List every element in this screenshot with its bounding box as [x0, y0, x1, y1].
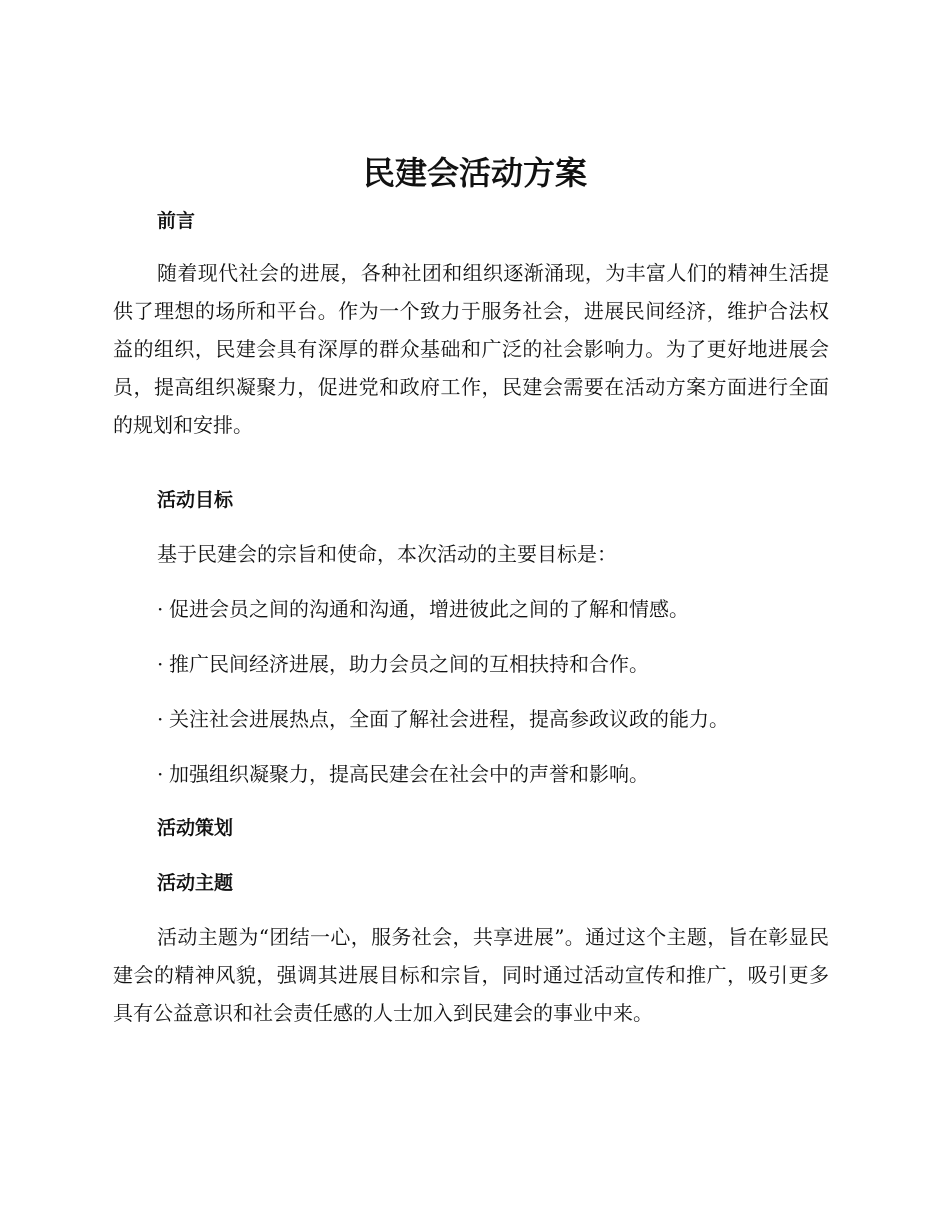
- goal-item: [157, 704, 729, 734]
- goal-item-text: 关注社会进展热点，全面了解社会进程，提高参政议政的能力。: [169, 707, 729, 731]
- bullet-icon: ·: [157, 707, 164, 731]
- goal-item-text: 推广民间经济进展，助力会员之间的互相扶持和合作。: [169, 652, 649, 676]
- section-heading-goals: 活动目标: [157, 489, 234, 511]
- bullet-icon: ·: [157, 652, 164, 676]
- goal-item: [157, 649, 649, 679]
- goal-item-text: 促进会员之间的沟通和沟通，增进彼此之间的了解和情感。: [169, 597, 689, 621]
- goal-item: [157, 759, 649, 789]
- preface-paragraph: 随着现代社会的进展，各种社团和组织逐渐涌现，为丰富人们的精神生活提供了理想的场所和平台。作为一个致力于服务社会，进展民间经济，维护合法权益的组织，民建会具有深厚的群众基础和广泛的社会影响力。为了更好地进展会员，提高组织凝聚力，促进党和政府工作，民建会需要在活动方案方面进行全面的规划和安排。: [113, 261, 829, 437]
- bullet-icon: ·: [157, 762, 164, 786]
- goal-item: [157, 594, 689, 624]
- section-heading-planning: 活动策划: [157, 817, 234, 839]
- section-heading-theme: 活动主题: [157, 872, 234, 894]
- document-title: 民建会活动方案: [362, 154, 587, 192]
- goal-item-text: 加强组织凝聚力，提高民建会在社会中的声誉和影响。: [169, 762, 649, 786]
- theme-paragraph: 活动主题为“团结一心，服务社会，共享进展”。通过这个主题，旨在彰显民建会的精神风貌，强调其进展目标和宗旨，同时通过活动宣传和推广，吸引更多具有公益意识和社会责任感的人士加入到民建会的事业中来。: [113, 925, 829, 1025]
- bullet-icon: ·: [157, 597, 164, 621]
- section-heading-preface: 前言: [157, 210, 196, 232]
- goals-intro: 基于民建会的宗旨和使命，本次活动的主要目标是：: [157, 542, 617, 566]
